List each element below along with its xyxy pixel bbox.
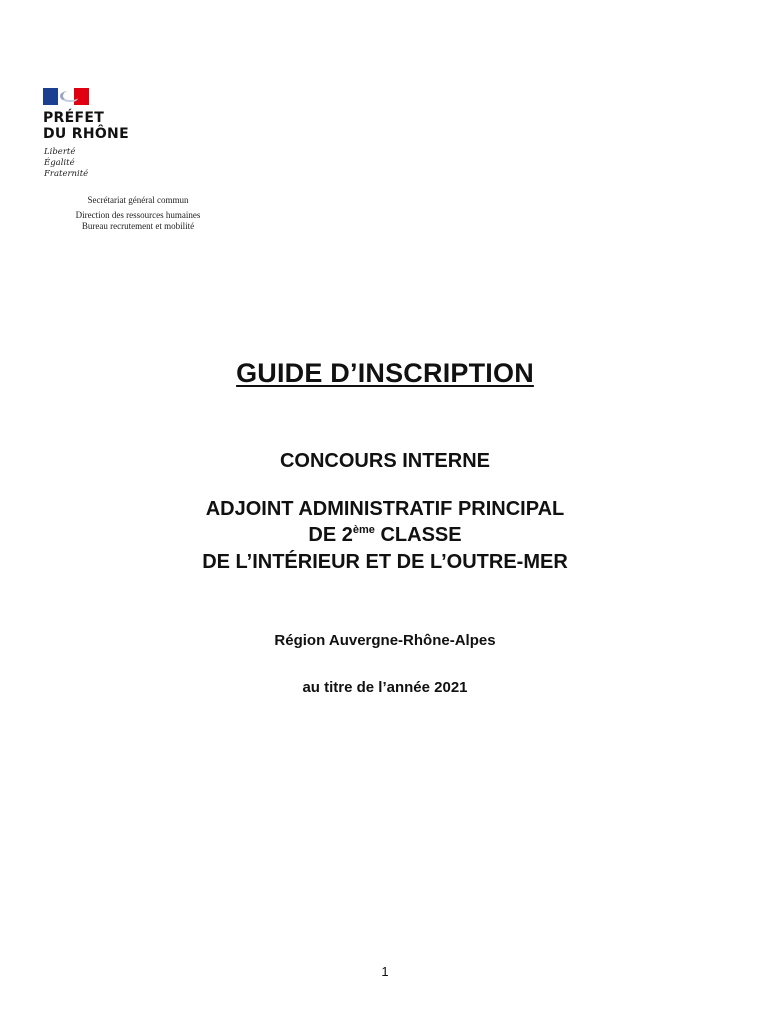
marianne-icon bbox=[60, 91, 78, 102]
grade-line-2-prefix: DE 2 bbox=[308, 524, 353, 546]
motto-egalite: Égalité bbox=[44, 158, 75, 168]
service-line-direction: Direction des ressources humaines bbox=[75, 210, 201, 220]
grade-line-1: ADJOINT ADMINISTRATIF PRINCIPAL bbox=[205, 498, 565, 520]
grade-line-2-superscript: ème bbox=[352, 524, 375, 536]
flag-white-stripe bbox=[58, 88, 74, 105]
motto-liberte: Liberté bbox=[44, 147, 76, 157]
service-line-bureau: Bureau recrutement et mobilité bbox=[81, 221, 195, 231]
page-number: 1 bbox=[381, 964, 389, 979]
flag-blue-stripe bbox=[43, 88, 58, 105]
region-label: Région Auvergne-Rhône-Alpes bbox=[274, 632, 496, 649]
prefet-logo-line1: PRÉFET bbox=[43, 110, 105, 126]
grade-line-2 bbox=[0, 524, 770, 547]
concours-type: CONCOURS INTERNE bbox=[279, 450, 490, 472]
grade-line-3: DE L’INTÉRIEUR ET DE L’OUTRE-MER bbox=[202, 551, 568, 573]
prefet-logo-line2: DU RHÔNE bbox=[43, 126, 129, 142]
service-line-secretariat: Secrétariat général commun bbox=[87, 195, 189, 205]
motto-fraternite: Fraternité bbox=[44, 169, 89, 179]
document-title: GUIDE D’INSCRIPTION bbox=[236, 358, 534, 388]
grade-line-2-suffix: CLASSE bbox=[374, 524, 462, 546]
year-label: au titre de l’année 2021 bbox=[302, 679, 468, 696]
republique-francaise-flag-logo bbox=[43, 88, 89, 105]
